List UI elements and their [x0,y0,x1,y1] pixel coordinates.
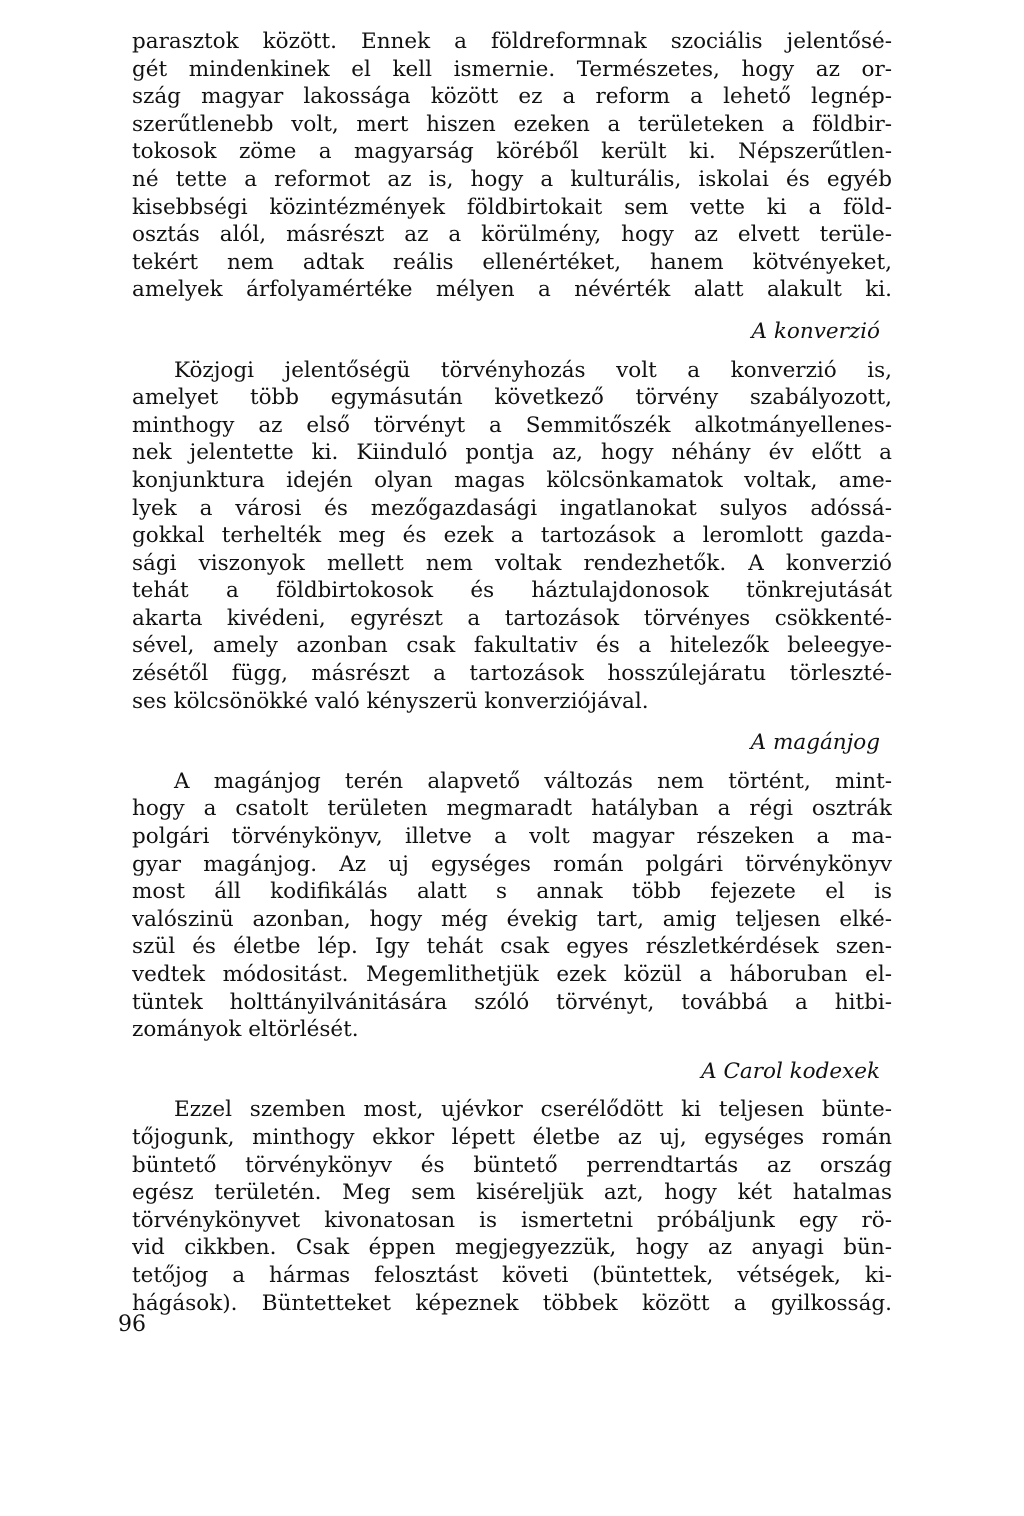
page-body [132,28,892,1317]
text-line: né tette a reformot az is, hogy a kulturális, iskolai és egyéb [132,166,892,192]
text-line: polgári törvénykönyv, illetve a volt magyar részeken a ma- [132,824,892,850]
text-line: egész területén. Meg sem kiséreljük azt, hogy két hatalmas [132,1180,892,1206]
section-heading-carol-kodexek: A Carol kodexek [701,1058,880,1084]
text-line: konjunktura idején olyan magas kölcsönkamatok voltak, ame- [132,467,892,493]
text-line: büntető törvénykönyv és büntető perrendtartás az ország [132,1152,892,1178]
text-line: gyar magánjog. Az uj egységes román polgári törvénykönyv [132,851,892,877]
text-line: zésétől függ, másrészt a tartozások hosszúlejáratu törleszté- [132,661,892,687]
text-line: nek jelentette ki. Kiinduló pontja az, hogy néhány év előtt a [132,440,892,466]
text-line: szág magyar lakossága között ez a reform a lehető legnép- [132,84,892,110]
intro-paragraph [132,28,892,304]
text-line: amelyet több egymásután következő törvény szabályozott, [132,385,892,411]
text-line: akarta kivédeni, egyrészt a tartozások törvényes csökkenté- [132,605,892,631]
text-line: minthogy az első törvényt a Semmitőszék alkotmányellenes- [132,412,892,438]
text-line: tőjogunk, minthogy ekkor lépett életbe az uj, egységes román [132,1124,892,1150]
page-number: 96 [118,1312,146,1337]
text-line: szerűtlenebb volt, mert hiszen ezeken a területeken a földbir- [132,111,892,137]
text-line: sével, amely azonban csak fakultativ és a hitelezők beleegye- [132,633,892,659]
text-line: tehát a földbirtokosok és háztulajdonosok tönkrejutását [132,578,892,604]
konverzio-paragraph [132,357,892,716]
section-heading-maganjog: A magánjog [750,730,880,756]
text-line: ses kölcsönökké való kényszerü konverziójával. [132,688,649,714]
maganjog-paragraph [132,768,892,1044]
text-line: törvénykönyvet kivonatosan is ismertetni próbáljunk egy rö- [132,1207,892,1233]
text-line: tokosok zöme a magyarság köréből került ki. Népszerűtlen- [132,139,892,165]
text-line: lyek a városi és mezőgazdasági ingatlanokat sulyos adóssá- [132,495,892,521]
text-line: sági viszonyok mellett nem voltak rendezhetők. A konverzió [132,550,892,576]
text-line: A magánjog terén alapvető változás nem történt, mint- [174,768,892,794]
text-line: hágások). Büntetteket képeznek többek között a gyilkosság. [132,1290,892,1316]
text-line: parasztok között. Ennek a földreformnak szociális jelentősé- [132,29,892,54]
text-line: szül és életbe lép. Igy tehát csak egyes részletkérdések szen- [132,934,892,960]
text-line: gét mindenkinek el kell ismernie. Természetes, hogy az or- [132,56,892,82]
text-line: tekért nem adtak reális ellenértéket, hanem kötvényeket, [132,249,892,275]
text-line: hogy a csatolt területen megmaradt hatályban a régi osztrák [132,796,892,822]
text-line: vid cikkben. Csak éppen megjegyezzük, hogy az anyagi bün- [132,1235,892,1261]
text-line: amelyek árfolyamértéke mélyen a névérték alatt alakult ki. [132,277,892,303]
text-line: gokkal terhelték meg és ezek a tartozások a leromlott gazda- [132,523,892,549]
section-heading-konverzio: A konverzió [751,318,880,344]
text-line: vedtek módositást. Megemlithetjük ezek közül a háboruban el- [132,962,892,987]
text-line: most áll kodifikálás alatt s annak több fejezete el is [132,879,892,905]
text-line: zományok eltörlését. [132,1017,359,1043]
text-line: tüntek holttányilvánitására szóló törvényt, továbbá a hitbi- [132,989,892,1015]
text-line: tetőjog a hármas felosztást követi (büntettek, vétségek, ki- [132,1262,892,1288]
text-line: valószinü azonban, hogy még évekig tart, amig teljesen elké- [132,906,892,932]
carol-kodexek-paragraph [132,1096,892,1317]
text-line: osztás alól, másrészt az a körülmény, hogy az elvett terüle- [132,222,892,248]
text-line: Ezzel szemben most, ujévkor cserélődött ki teljesen bünte- [174,1097,892,1123]
text-line: Közjogi jelentőségü törvényhozás volt a konverzió is, [174,357,892,383]
text-line: kisebbségi közintézmények földbirtokait sem vette ki a föld- [132,194,892,220]
